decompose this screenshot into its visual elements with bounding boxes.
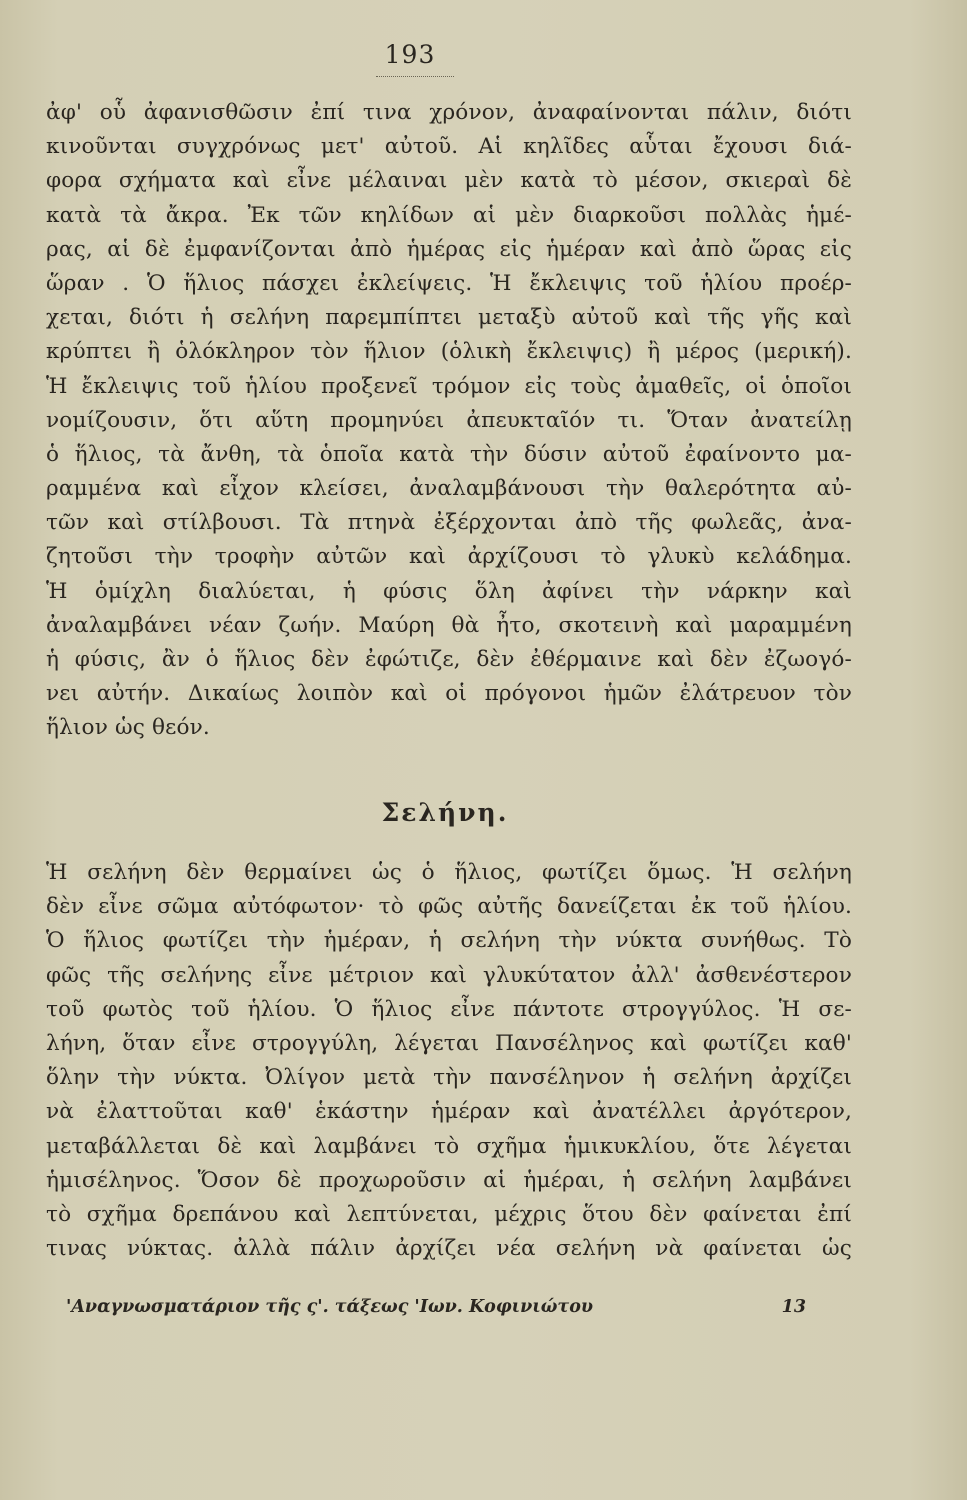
text-line: ἡμισέληνος. Ὅσον δὲ προχωροῦσιν αἱ ἡμέραι, ἡ σελήνη λαμβάνει — [46, 1167, 852, 1193]
text-line: ἡ φύσις, ἂν ὁ ἥλιος δὲν ἐφώτιζε, δὲν ἐθέρμαινε καὶ δὲν ἐζωογό- — [46, 647, 852, 672]
text-line: λήνη, ὅταν εἶνε στρογγύλη, λέγεται Πανσέληνος καὶ φωτίζει καθ' — [46, 1030, 852, 1056]
text-line: μεταβάλλεται δὲ καὶ λαμβάνει τὸ σχῆμα ἡμικυκλίου, ὅτε λέγεται — [46, 1133, 852, 1159]
text-line: ραμμένα καὶ εἶχον κλείσει, ἀναλαμβάνουσι τὴν θαλερότητα αὐ- — [46, 476, 852, 502]
paragraph-moon — [46, 856, 852, 1266]
text-line: φορα σχήματα καὶ εἶνε μέλαιναι μὲν κατὰ τὸ μέσον, σκιεραὶ δὲ — [46, 168, 852, 194]
text-line: ἀφ' οὗ ἀφανισθῶσιν ἐπί τινα χρόνον, ἀναφαίνονται πάλιν, διότι — [46, 100, 852, 125]
page-number: 193 — [384, 40, 436, 69]
footer-book-title: 'Αναγνωσματάριον τῆς ς'. τάξεως 'Ιων. Κοφινιώτου — [66, 1297, 594, 1317]
text-line: νει αὐτήν. Δικαίως λοιπὸν καὶ οἱ πρόγονοι ἡμῶν ἐλάτρευον τὸν — [46, 681, 852, 707]
text-line: ὥραν . Ὁ ἥλιος πάσχει ἐκλείψεις. Ἡ ἔκλειψις τοῦ ἡλίου προέρ- — [46, 270, 852, 296]
section-heading: Σελήνη. — [381, 798, 509, 827]
text-line: δὲν εἶνε σῶμα αὐτόφωτον· τὸ φῶς αὐτῆς δανείζεται ἐκ τοῦ ἡλίου. — [46, 894, 852, 920]
text-line: ὅλην τὴν νύκτα. Ὀλίγον μετὰ τὴν πανσέληνον ἡ σελήνη ἀρχίζει — [46, 1065, 852, 1091]
text-line: ζητοῦσι τὴν τροφὴν αὐτῶν καὶ ἀρχίζουσι τὸ γλυκὺ κελάδημα. — [46, 544, 852, 570]
text-line: ὁ ἥλιος, τὰ ἄνθη, τὰ ὁποῖα κατὰ τὴν δύσιν αὐτοῦ ἐφαίνοντο μα- — [46, 441, 852, 467]
text-line: τῶν καὶ στίλβουσι. Τὰ πτηνὰ ἐξέρχονται ἀπὸ τῆς φωλεᾶς, ἀνα- — [46, 510, 852, 536]
text-line: φῶς τῆς σελήνης εἶνε μέτριον καὶ γλυκύτατον ἀλλ' ἀσθενέστερον — [46, 962, 852, 988]
text-line: Ὁ ἥλιος φωτίζει τὴν ἡμέραν, ἡ σελήνη τὴν νύκτα συνήθως. Τὸ — [46, 928, 852, 954]
text-line: χεται, διότι ἡ σελήνη παρεμπίπτει μεταξὺ αὐτοῦ καὶ τῆς γῆς καὶ — [46, 305, 852, 331]
text-line: Ἡ σελήνη δὲν θερμαίνει ὡς ὁ ἥλιος, φωτίζει ὅμως. Ἡ σελήνη — [46, 860, 852, 885]
page-number-rule — [376, 76, 454, 77]
text-line: τινας νύκτας. ἀλλὰ πάλιν ἀρχίζει νέα σελήνη νὰ φαίνεται ὡς — [46, 1236, 852, 1262]
text-line: ἥλιον ὡς θεόν. — [46, 715, 210, 741]
text-line: κατὰ τὰ ἄκρα. Ἐκ τῶν κηλίδων αἱ μὲν διαρκοῦσι πολλὰς ἡμέ- — [46, 202, 852, 228]
text-line: νομίζουσιν, ὅτι αὕτη προμηνύει ἀπευκταῖόν τι. Ὅταν ἀνατείλῃ — [46, 407, 852, 433]
text-line: Ἡ ἔκλειψις τοῦ ἡλίου προξενεῖ τρόμον εἰς τοὺς ἀμαθεῖς, οἱ ὁποῖοι — [46, 373, 852, 399]
text-line: Ἡ ὁμίχλη διαλύεται, ἡ φύσις ὅλη ἀφίνει τὴν νάρκην καὶ — [46, 578, 852, 604]
text-line: νὰ ἐλαττοῦται καθ' ἑκάστην ἡμέραν καὶ ἀνατέλλει ἀργότερον, — [46, 1099, 852, 1125]
footer-signature-mark: 13 — [781, 1297, 806, 1317]
paragraph-sun — [46, 96, 852, 746]
text-line: ἀναλαμβάνει νέαν ζωήν. Μαύρη θὰ ἦτο, σκοτεινὴ καὶ μαραμμένη — [46, 612, 852, 638]
text-line: τοῦ φωτὸς τοῦ ἡλίου. Ὁ ἥλιος εἶνε πάντοτε στρογγύλος. Ἡ σε- — [46, 996, 852, 1022]
text-line: κινοῦνται συγχρόνως μετ' αὐτοῦ. Αἱ κηλῖδες αὗται ἔχουσι διά- — [46, 134, 852, 160]
page-footer — [66, 1297, 806, 1317]
text-line: ρας, αἱ δὲ ἐμφανίζονται ἀπὸ ἡμέρας εἰς ἡμέραν καὶ ἀπὸ ὥρας εἰς — [46, 236, 852, 262]
text-line: τὸ σχῆμα δρεπάνου καὶ λεπτύνεται, μέχρις ὅτου δὲν φαίνεται ἐπί — [46, 1201, 852, 1227]
text-line: κρύπτει ἢ ὁλόκληρον τὸν ἥλιον (ὁλικὴ ἔκλειψις) ἢ μέρος (μερική). — [46, 339, 852, 365]
